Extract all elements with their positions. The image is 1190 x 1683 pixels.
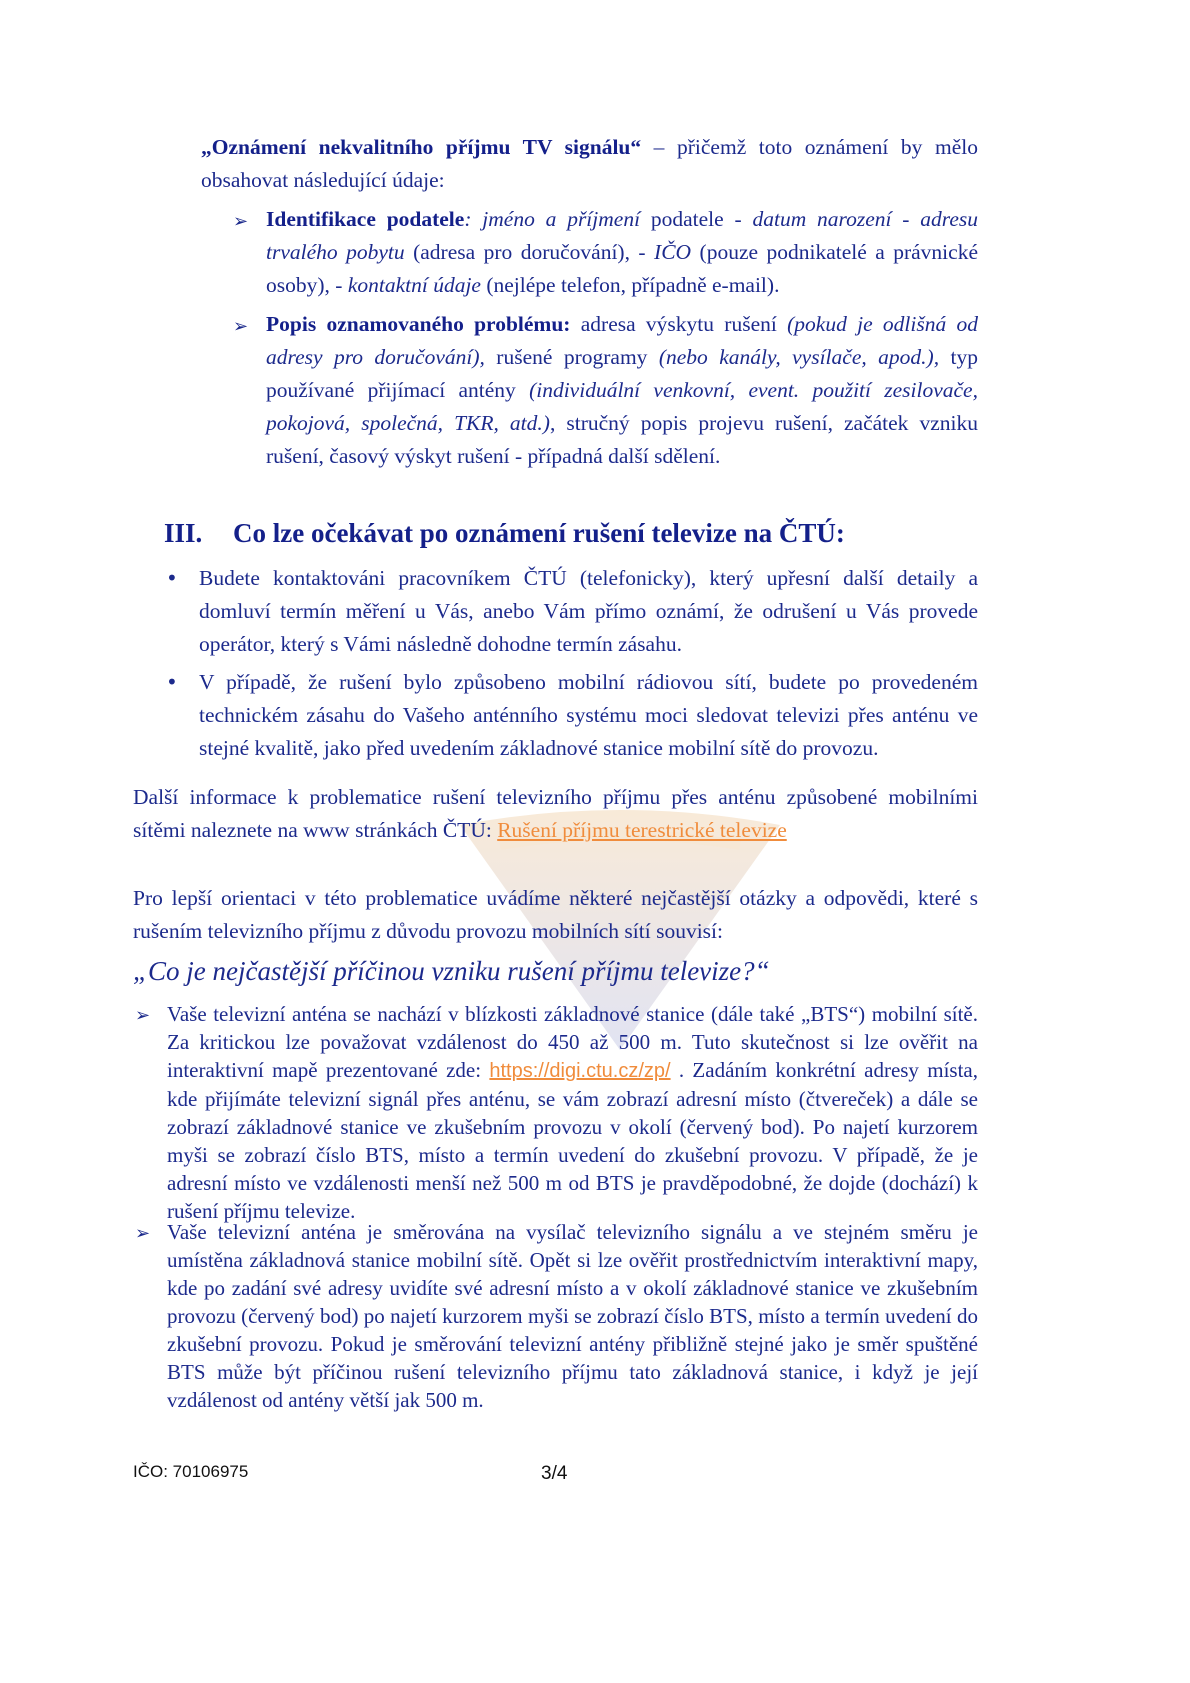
answer-item (167, 1000, 978, 1225)
answer-text: . Zadáním konkrétní adresy místa, kde přijímáte televizní signál přes anténu, se vám zobrazí adresní místo (čtvereček) a dále se zobrazí základnové stanice ve zkušebním provozu v okolí (červený bod). Po najetí kurzorem myši se zobrazí číslo BTS, místo a termín uvedení do zkušební provozu. V případě, že je adresní místo ve vzdálenosti menší než 500 m od BTS je pravděpodobné, že dojde (dochází) k rušení příjmu televize. (167, 1058, 978, 1223)
answer-item: Vaše televizní anténa je směrována na vysílač televizního signálu a ve stejném směru je umístěna základnová stanice mobilní sítě. Opět si lze ověřit prostřednictvím interaktivní mapy, kde po zadání své adresy uvidíte své adresní místo a v okolí základnové stanice ve zkušebním provozu (červený bod) po najetí kurzorem myši se zobrazí číslo BTS, místo a termín uvedení do zkušební provozu. Pokud je směrování televizní antény přibližně stejné jako je směr spuštěné BTS může být příčinou rušení televizního příjmu tato základnová stanice, i když je její vzdálenost od antény větší jak 500 m. (167, 1220, 978, 1412)
arrow-bullet-icon: ➢ (135, 1223, 151, 1244)
bullet-dot-icon: • (166, 566, 178, 590)
section-title: Co lze očekávat po oznámení rušení televize na ČTÚ: (233, 518, 845, 548)
footer-ico: IČO: 70106975 (133, 1462, 249, 1481)
identifikace-text: datum narození (752, 207, 892, 231)
page-number: 3/4 (541, 1463, 568, 1484)
intro-bold-title: „Oznámení nekvalitního příjmu TV signálu“ (201, 135, 642, 159)
popis-text: (individuální venkovní, event. použití zesilovače, pokojová, společná, TKR, atd.) (266, 378, 978, 435)
arrow-bullet-icon: ➢ (233, 316, 249, 337)
more-info-text: Další informace k problematice rušení televizního příjmu přes anténu způsobené mobilními sítěmi naleznete na www stránkách ČTÚ: (133, 785, 978, 842)
identifikace-title: Identifikace podatele (266, 207, 465, 231)
question-heading: „Co je nejčastější příčinou vzniku rušení příjmu televize?“ (133, 956, 770, 986)
intro-text: – přičemž toto oznámení by mělo obsahovat následující údaje: (201, 135, 978, 192)
popis-text: typ používané přijímací antény (266, 345, 978, 402)
popis-text: (pokud je odlišná od adresy pro doručování), (266, 312, 978, 369)
more-info-paragraph (133, 781, 978, 847)
bullet-dot-icon: • (166, 670, 178, 694)
section3-bullet: Budete kontaktováni pracovníkem ČTÚ (telefonicky), který upřesní další detaily a domluví termín měření u Vás, anebo Vám přímo oznámí, že odrušení u Vás provede operátor, který s Vámi následně dohodne termín zásahu. (199, 566, 978, 656)
identifikace-text: kontaktní údaje (347, 273, 481, 297)
digi-map-link[interactable]: https://digi.ctu.cz/zp/ (489, 1060, 671, 1082)
intro-paragraph (201, 131, 978, 197)
section3-bullet: V případě, že rušení bylo způsobeno mobilní rádiovou sítí, budete po provedeném technickém zásahu do Vašeho anténního systému moci sledovat televizi přes anténu ve stejné kvalitě, jako před uvedením základnové stanice mobilní sítě do provozu. (199, 670, 978, 760)
arrow-bullet-icon: ➢ (233, 211, 249, 232)
identifikace-text: podatele - (640, 207, 753, 231)
popis-text: adresa výskytu rušení (570, 312, 788, 336)
popis-text: rušené programy (484, 345, 659, 369)
identifikace-item (266, 203, 978, 302)
identifikace-text: IČO (654, 240, 692, 264)
popis-text: , stručný popis projevu rušení, začátek vzniku rušení, časový výskyt rušení - případná další sdělení. (266, 411, 978, 468)
arrow-bullet-icon: ➢ (135, 1005, 151, 1026)
popis-item (266, 308, 978, 473)
identifikace-text: (pouze podnikatelé a právnické osoby), - (266, 240, 978, 297)
answer-text: Vaše televizní anténa se nachází v blízkosti základnové stanice (dále také „BTS“) mobilní sítě. Za kritickou lze považovat vzdálenost do 450 až 500 m. Tuto skutečnost si lze ověřit na interaktivní mapě prezentované zde: (167, 1002, 978, 1082)
identifikace-text: - (891, 207, 921, 231)
identifikace-text: : jméno a příjmení (464, 207, 641, 231)
section-number: III. (164, 518, 203, 548)
identifikace-text: (nejlépe telefon, případně e-mail). (480, 273, 780, 297)
identifikace-text: adresu trvalého pobytu (266, 207, 978, 264)
identifikace-text: (adresa pro doručování), - (404, 240, 655, 264)
ctu-rusení-link[interactable]: Rušení příjmu terestrické televize (497, 818, 787, 842)
popis-text: (nebo kanály, vysílače, apod.), (658, 345, 940, 369)
popis-title: Popis oznamovaného problému: (266, 312, 571, 336)
orientation-paragraph: Pro lepší orientaci v této problematice uvádíme některé nejčastější otázky a odpovědi, které s rušením televizního příjmu z důvodu provozu mobilních sítí souvisí: (133, 886, 978, 943)
